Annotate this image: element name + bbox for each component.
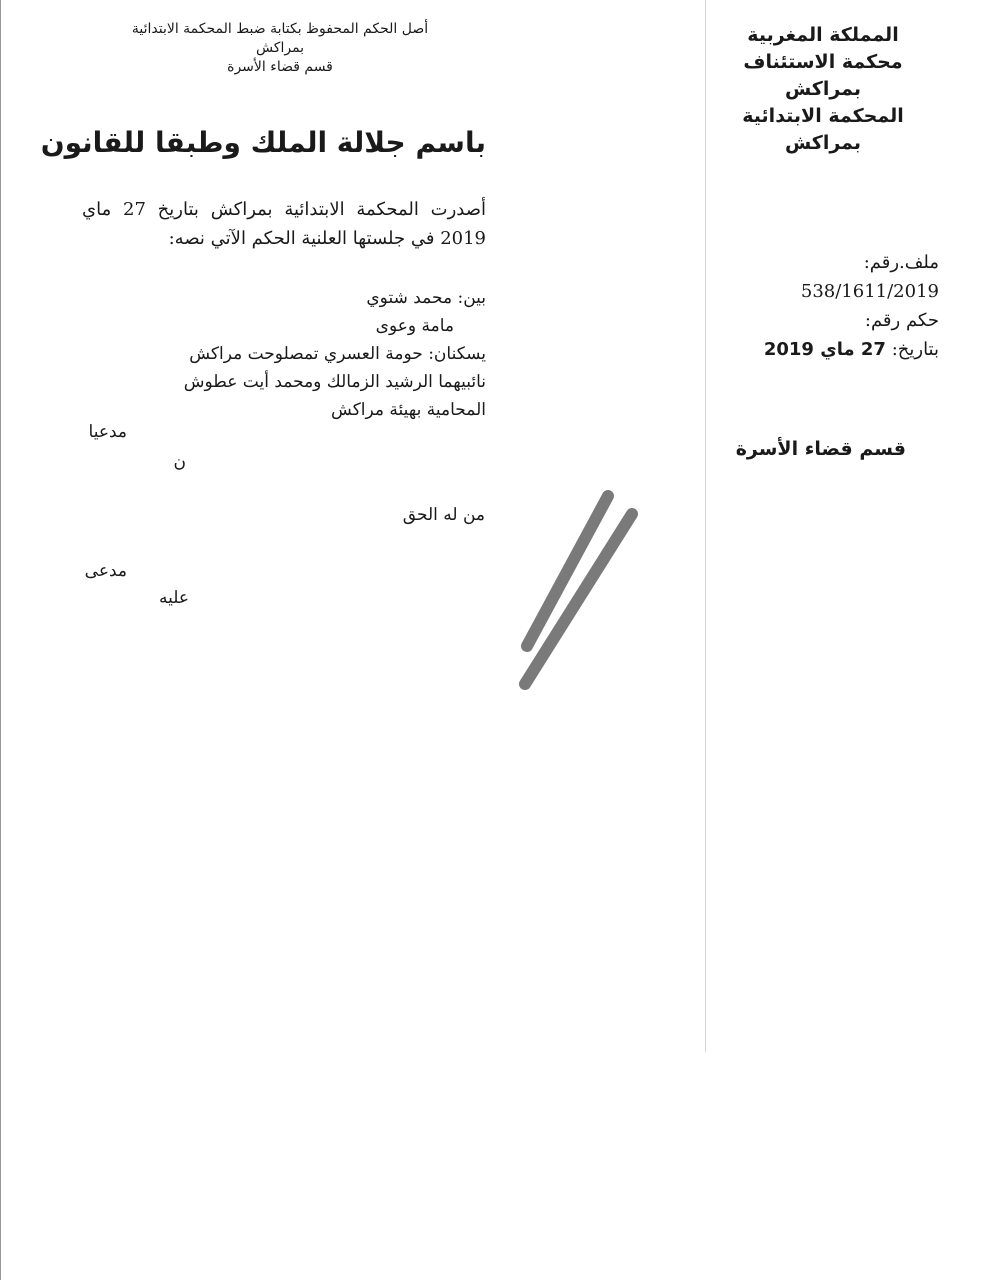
party-between: بين: محمد شتوي xyxy=(366,288,486,308)
date-prefix: بتاريخ: xyxy=(891,339,939,360)
defendant-role-suffix: عليه xyxy=(158,588,189,608)
court-header-line: المملكة المغربية xyxy=(747,24,899,46)
column-divider xyxy=(705,0,706,1052)
archive-note-line: قسم قضاء الأسرة xyxy=(227,59,333,75)
judgment-date xyxy=(709,335,939,364)
court-header-line: بمراكش xyxy=(784,132,862,154)
parties-block xyxy=(120,284,486,424)
case-info xyxy=(709,248,939,364)
court-header-line: محكمة الاستئناف xyxy=(743,51,903,73)
archive-note-line: أصل الحكم المحفوظ بكتابة ضبط المحكمة الابتدائية xyxy=(131,21,429,37)
court-header xyxy=(738,22,908,157)
date-value: 27 ماي 2019 xyxy=(763,339,886,360)
party-second: مامة وعوى xyxy=(375,316,454,336)
defendant-name: من له الحق xyxy=(402,505,485,525)
plaintiff-role: مدعيا xyxy=(88,422,127,442)
file-label: ملف.رقم: xyxy=(863,252,939,273)
court-header-line: بمراكش xyxy=(784,78,862,100)
archive-note-line: بمراكش xyxy=(255,40,305,56)
judgment-label: حكم رقم: xyxy=(864,310,939,331)
party-lawyers: نائبيهما الرشيد الزمالك ومحمد أيت عطوش xyxy=(183,372,486,392)
department-label: قسم قضاء الأسرة xyxy=(735,438,906,460)
page-edge xyxy=(0,0,1,1280)
party-residence: يسكنان: حومة العسري تمصلوحت مراكش xyxy=(189,344,486,364)
file-number: 538/1611/2019 xyxy=(800,281,939,302)
court-header-line: المحكمة الابتدائية xyxy=(742,105,904,127)
archive-note xyxy=(100,20,460,77)
plaintiff-suffix: ن xyxy=(173,452,186,472)
intro-paragraph: أصدرت المحكمة الابتدائية بمراكش بتاريخ 27 ماي 2019 في جلستها العلنية الحكم الآتي نصه: xyxy=(82,199,487,249)
document-heading: باسم جلالة الملك وطبقا للقانون xyxy=(40,126,486,159)
defendant-role: مدعى xyxy=(84,561,127,581)
party-bar: المحامية بهيئة مراكش xyxy=(331,400,486,420)
strike-marks xyxy=(500,480,650,690)
